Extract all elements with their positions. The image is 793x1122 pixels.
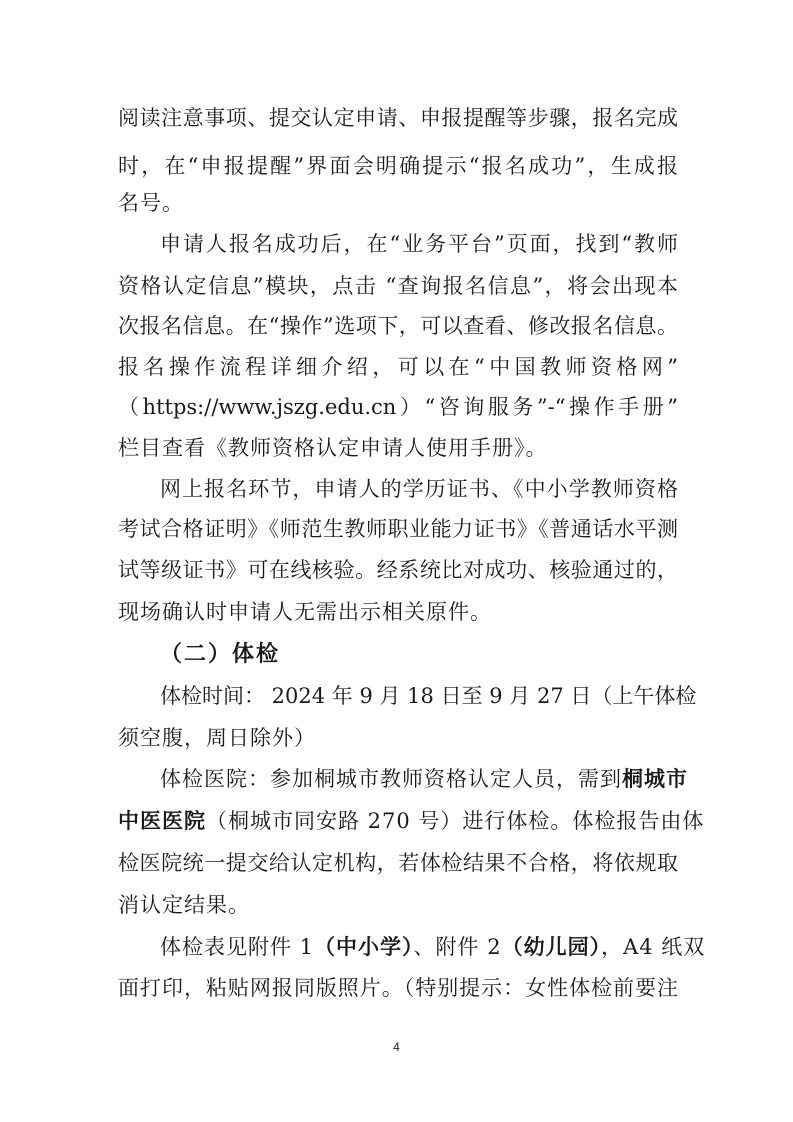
paragraph-line: 体检时间： 2024 年 9 月 18 日至 9 月 27 日（上午体检	[160, 684, 697, 708]
paragraph-line: 栏目查看《教师资格认定申请人使用手册》。	[118, 436, 548, 460]
paragraph-line: 申请人报名成功后，在“业务平台”页面，找到“教师	[160, 232, 678, 256]
paragraph-line	[160, 927, 706, 967]
paragraph-line: 次报名信息。在“操作”选项下，可以查看、修改报名信息。	[118, 314, 678, 338]
paragraph-line: 现场确认时申请人无需出示相关原件。	[118, 600, 492, 624]
paragraph-line: 检医院统一提交给认定机构，若体检结果不合格，将依规取	[118, 851, 678, 875]
paragraph-line: 面打印，粘贴网报同版照片。（特别提示：女性体检前要注	[118, 976, 678, 1000]
text-run: 、附件 2	[413, 935, 502, 959]
paragraph-line: 考试合格证明》《师范生教师职业能力证书》《普通话水平测	[118, 517, 678, 541]
paragraph-line	[118, 801, 705, 841]
paragraph-line: 消认定结果。	[118, 893, 250, 917]
paragraph-line	[160, 759, 688, 799]
paragraph-line: （https://www.jszg.edu.cn）“咨询服务”-“操作手册”	[118, 395, 678, 419]
paragraph-line: 试等级证书》可在线核验。经系统比对成功、核验通过的，	[118, 558, 678, 582]
text-run: 体检医院：参加桐城市教师资格认定人员，需到	[160, 767, 622, 791]
bold-text-run: （幼儿园）	[501, 935, 602, 959]
bold-text-run: （中小学）	[314, 935, 414, 959]
text-run: ，A4 纸双	[601, 935, 706, 959]
text-run: （桐城市同安路 270 号）进行体检。体检报告由体	[206, 809, 705, 833]
paragraph-line: 资格认定信息”模块，点击 “查询报名信息”，将会出现本	[118, 274, 678, 298]
paragraph-line: 须空腹，周日除外）	[118, 726, 316, 750]
paragraph-line: 阅读注意事项、提交认定申请、申报提醒等步骤，报名完成	[118, 106, 678, 130]
paragraph-line: 名号。	[118, 191, 184, 215]
paragraph-line: 时，在“申报提醒”界面会明确提示“报名成功”，生成报	[118, 154, 678, 178]
bold-text-run: 桐城市	[622, 767, 688, 791]
paragraph-line: 报名操作流程详细介绍，可以在“中国教师资格网”	[118, 355, 678, 379]
section-heading: （二）体检	[160, 642, 281, 667]
text-run: 体检表见附件 1	[160, 935, 315, 959]
bold-text-run: 中医医院	[118, 809, 206, 833]
page-number: 4	[393, 1040, 400, 1054]
paragraph-line: 网上报名环节，申请人的学历证书、《中小学教师资格	[160, 477, 678, 501]
